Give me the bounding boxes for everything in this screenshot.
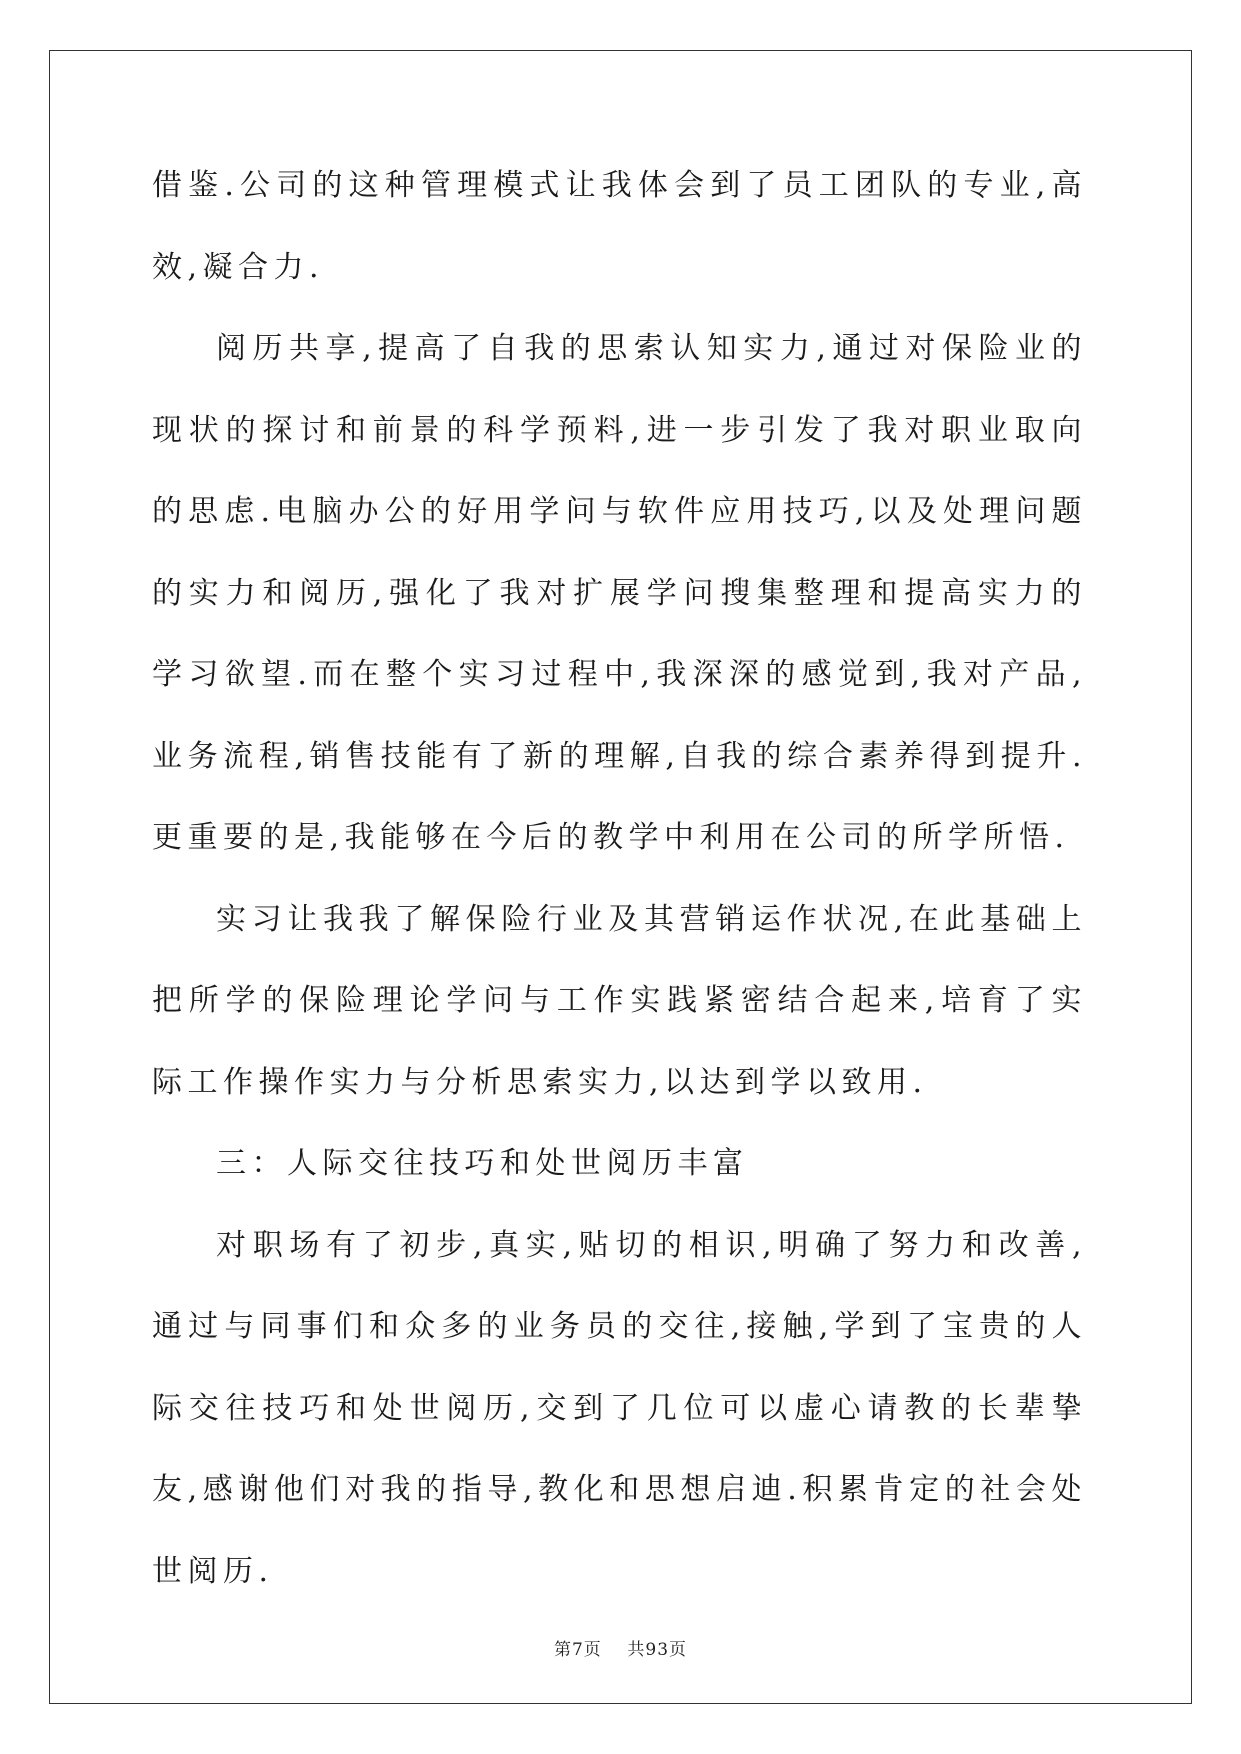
total-pages-label: 共93页 xyxy=(627,1640,688,1660)
current-page-label: 第7页 xyxy=(553,1640,602,1660)
page-footer xyxy=(0,1635,1241,1660)
paragraph-3: 实习让我我了解保险行业及其营销运作状况,在此基础上把所学的保险理论学问与工作实践紧密结合起来,培育了实际工作操作实力与分析思索实力,以达到学以致用. xyxy=(152,901,1087,1100)
section-heading: 三：人际交往技巧和处世阅历丰富 xyxy=(216,1146,749,1181)
document-body xyxy=(152,155,1087,1612)
paragraph-2: 阅历共享,提高了自我的思索认知实力,通过对保险业的现状的探讨和前景的科学预料,进一步引发了我对职业取向的思虑.电脑办公的好用学问与软件应用技巧,以及处理问题的实力和阅历,强化了我对扩展学问搜集整理和提高实力的学习欲望.而在整个实习过程中,我深深的感觉到,我对产品,业务流程,销售技能有了新的理解,自我的综合素养得到提升.更重要的是,我能够在今后的教学中利用在公司的所学所悟. xyxy=(152,331,1087,855)
paragraph-1: 借鉴.公司的这种管理模式让我体会到了员工团队的专业,高效,凝合力. xyxy=(152,168,1087,285)
paragraph-4: 对职场有了初步,真实,贴切的相识,明确了努力和改善,通过与同事们和众多的业务员的交往,接触,学到了宝贵的人际交往技巧和处世阅历,交到了几位可以虚心请教的长辈挚友,感谢他们对我的指导,教化和思想启迪.积累肯定的社会处世阅历. xyxy=(152,1227,1087,1589)
footer-separator xyxy=(602,1640,628,1660)
